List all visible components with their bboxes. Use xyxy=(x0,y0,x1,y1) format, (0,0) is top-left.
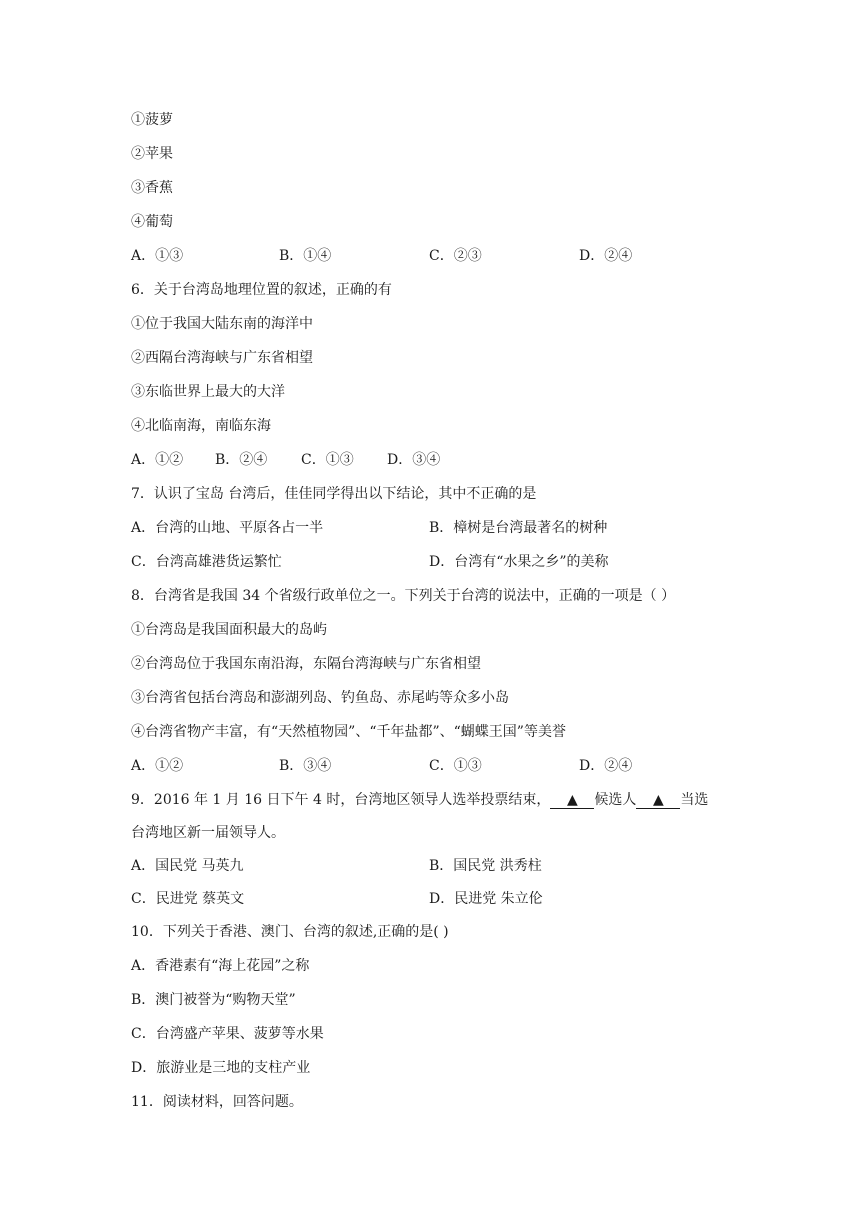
q7-option-a: A．台湾的山地、平原各占一半 xyxy=(131,520,324,536)
q6-option-c: C．①③ xyxy=(301,452,354,468)
q6-item-1: ①位于我国大陆东南的海洋中 xyxy=(131,316,313,332)
q8-stem: 8．台湾省是我国 34 个省级行政单位之一。下列关于台湾的说法中，正确的一项是（ ） xyxy=(131,588,676,604)
q9-stem-b: 候选人 xyxy=(594,792,637,808)
q5-option-a: A．①③ xyxy=(131,248,184,264)
q7-option-c: C．台湾高雄港货运繁忙 xyxy=(131,554,282,570)
q9-stem-c: 当选 xyxy=(680,792,709,808)
q9-blank-2: ▲ xyxy=(636,792,680,809)
q8-item-1: ①台湾岛是我国面积最大的岛屿 xyxy=(131,622,327,638)
q5-item-4: ④葡萄 xyxy=(131,214,173,230)
q10-stem: 10．下列关于香港、澳门、台湾的叙述,正确的是( ) xyxy=(131,924,449,940)
q9-stem-a: 9．2016 年 1 月 16 日下午 4 时，台湾地区领导人选举投票结束， xyxy=(131,792,551,808)
q6-item-2: ②西隔台湾海峡与广东省相望 xyxy=(131,350,313,366)
q6-option-a: A．①② xyxy=(131,452,184,468)
q9-option-c: C．民进党 蔡英文 xyxy=(131,891,245,907)
q5-item-1: ①菠萝 xyxy=(131,112,173,128)
q11-stem: 11．阅读材料，回答问题。 xyxy=(131,1094,303,1110)
q7-options-row-1 xyxy=(131,519,731,537)
q9-option-d: D．民进党 朱立伦 xyxy=(429,891,543,907)
q8-option-a: A．①② xyxy=(131,758,184,774)
q5-option-d: D．②④ xyxy=(579,248,633,264)
q6-options xyxy=(131,451,531,469)
q7-options-row-2 xyxy=(131,553,731,571)
q8-options xyxy=(131,757,731,775)
q7-option-d: D．台湾有“水果之乡”的美称 xyxy=(429,554,609,570)
q5-item-3: ③香蕉 xyxy=(131,180,173,196)
q9-options-row-1 xyxy=(131,857,731,875)
q7-stem: 7．认识了宝岛 台湾后，佳佳同学得出以下结论，其中不正确的是 xyxy=(131,486,537,502)
q6-stem: 6．关于台湾岛地理位置的叙述，正确的有 xyxy=(131,282,392,298)
q8-item-2: ②台湾岛位于我国东南沿海，东隔台湾海峡与广东省相望 xyxy=(131,656,481,672)
q6-option-d: D．③④ xyxy=(387,452,441,468)
q9-options-row-2 xyxy=(131,890,731,908)
q5-option-c: C．②③ xyxy=(429,248,482,264)
q9-option-b: B．国民党 洪秀柱 xyxy=(429,858,542,874)
q6-option-b: B．②④ xyxy=(215,452,268,468)
q5-options xyxy=(131,247,731,265)
q9-option-a: A．国民党 马英九 xyxy=(131,858,244,874)
q10-option-d: D．旅游业是三地的支柱产业 xyxy=(131,1060,311,1076)
q8-item-4: ④台湾省物产丰富，有“天然植物园”、“千年盐都”、“蝴蝶王国”等美誉 xyxy=(131,724,566,740)
q10-option-a: A．香港素有“海上花园”之称 xyxy=(131,958,310,974)
q8-option-b: B．③④ xyxy=(279,758,332,774)
q9-stem-line-1 xyxy=(131,791,708,809)
q8-option-d: D．②④ xyxy=(579,758,633,774)
q6-item-4: ④北临南海，南临东海 xyxy=(131,418,271,434)
q6-item-3: ③东临世界上最大的大洋 xyxy=(131,384,285,400)
q9-blank-1: ▲ xyxy=(550,792,594,809)
q7-option-b: B．樟树是台湾最著名的树种 xyxy=(429,520,608,536)
q10-option-c: C．台湾盛产苹果、菠萝等水果 xyxy=(131,1026,324,1042)
q8-item-3: ③台湾省包括台湾岛和澎湖列岛、钓鱼岛、赤尾屿等众多小岛 xyxy=(131,690,509,706)
q5-item-2: ②苹果 xyxy=(131,146,173,162)
q9-stem-line-2: 台湾地区新一届领导人。 xyxy=(131,825,285,841)
q10-option-b: B．澳门被誉为“购物天堂” xyxy=(131,992,296,1008)
q8-option-c: C．①③ xyxy=(429,758,482,774)
q5-option-b: B．①④ xyxy=(279,248,332,264)
